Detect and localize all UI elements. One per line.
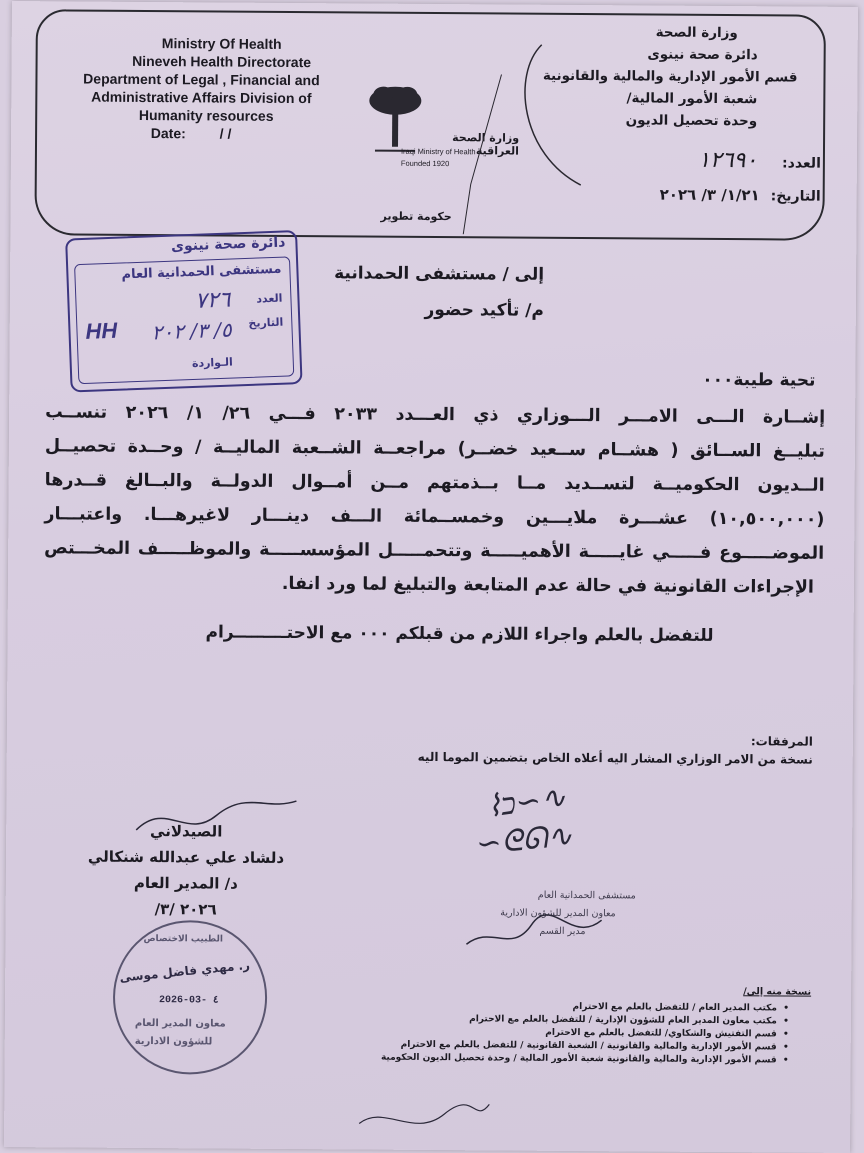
english-date-label: Date: bbox=[150, 125, 186, 142]
recipient-to: إلى / مستشفى الحمدانية bbox=[334, 263, 545, 285]
english-line-1: Ministry Of Health bbox=[161, 35, 282, 52]
round-stamp-name: ر. مهدي فاضل موسى bbox=[118, 957, 251, 985]
arabic-line-2: دائرة صحة نينوى bbox=[647, 46, 758, 64]
greeting: تحية طيبة٠٠٠ bbox=[702, 369, 816, 391]
attachments-text: نسخة من الامر الوزاري المشار اليه أعلاه الخاص بتضمين الموما اليه bbox=[417, 749, 813, 767]
handwritten-note-2: ∽ᘓᘏ∿ bbox=[474, 818, 574, 863]
signatory-title: الصيدلاني bbox=[149, 822, 223, 841]
number-row bbox=[601, 147, 821, 174]
round-stamp-role-2: للشؤون الادارية bbox=[134, 1035, 213, 1048]
stamp-hospital-logo: HH bbox=[85, 317, 118, 344]
cc-item: • قسم الأمور الإدارية والمالية والقانونية شعبة الأمور المالية / وحدة تحصيل الديون الحكومية bbox=[349, 1051, 789, 1067]
bottom-scribble bbox=[354, 1093, 494, 1144]
recipient-subject: م/ تأكيد حضور bbox=[424, 299, 544, 321]
english-date-row bbox=[21, 123, 361, 143]
round-stamp-date: 2026-03- ٤ bbox=[158, 995, 219, 1007]
cc-item: • مكتب المدير العام / للتفضل بالعلم مع الاحترام bbox=[349, 999, 789, 1015]
hospital-note-line-3: مدير القسم bbox=[539, 925, 586, 938]
round-stamp-arc: الطبيب الاختصاص bbox=[143, 934, 224, 945]
stamp-line-2: مستشفى الحمدانية العام bbox=[121, 261, 282, 283]
stamp-date-value: ٥/ ٣/ ٢٠٢ bbox=[151, 317, 232, 345]
cc-item: • قسم الأمور الإدارية والمالية والقانونية / الشعبة القانونية / للتفضل بالعلم مع الاحترام bbox=[349, 1038, 789, 1054]
signatory-name: دلشاد علي عبدالله شنكالي bbox=[87, 847, 285, 867]
english-line-2: Nineveh Health Directorate bbox=[132, 52, 312, 71]
body-line-4: (١٠,٥٠٠,٠٠٠) عشـــرة ملايـــين وخمســمائة الـــف دينـــار لاغيرهـــا. واعتبـــار bbox=[44, 504, 825, 530]
hospital-note-line-2: معاون المدير للشؤون الادارية bbox=[500, 907, 616, 920]
date-row-ar bbox=[581, 185, 821, 205]
arabic-header bbox=[497, 20, 798, 132]
body-line-2: تبليــغ الســائق ( هشــام ســعيد خضــر) مراجعــة الشــعبة الماليــة / وحــدة تحصيــل bbox=[44, 436, 825, 462]
body-line-6: الإجراءات القانونية في حالة عدم المتابعة والتبليغ لما ورد انفا. bbox=[281, 573, 815, 598]
body-line-1: إشــارة الـــى الامـــر الـــوزاري ذي العـــدد ٢٠٣٣ فـــي ٢٦/ ١/ ٢٠٢٦ تنســب bbox=[45, 402, 826, 428]
date-ar-value: ١/٢١/ ٣/ ٢٠٢٦ bbox=[659, 185, 760, 205]
english-line-3: Department of Legal , Financial and bbox=[83, 70, 320, 89]
english-date-value: / / bbox=[219, 125, 232, 142]
handwritten-note-1: ⌇ﬤ∽∿ bbox=[484, 779, 569, 825]
attachments-label: المرفقات: bbox=[750, 734, 813, 749]
stamp-incoming-label: الـواردة bbox=[191, 355, 233, 371]
date-ar-label: التاريخ: bbox=[770, 188, 821, 205]
body-line-3: الــديون الحكوميــة لتســديد مــا بــذمتهم مــن أمــوال الدولــة والبــالغ قــدرها bbox=[44, 470, 825, 496]
english-header bbox=[41, 33, 362, 143]
logo-english-name: Iraqi Ministry of Health bbox=[400, 146, 476, 157]
logo-founded: Founded 1920 bbox=[400, 158, 450, 169]
number-label: العدد: bbox=[782, 155, 821, 172]
arabic-line-3: قسم الأمور الإدارية والمالية والقانونية bbox=[542, 67, 798, 86]
cc-item: • قسم التفتيش والشكاوي/ للتفضل بالعلم مع الاحترام bbox=[349, 1025, 789, 1041]
stamp-inner-frame bbox=[74, 256, 294, 384]
receipt-stamp bbox=[65, 230, 302, 392]
body-line-5: الموضـــــوع فـــــي غايـــــة الأهميـــــة وتتحمـــــل المؤسســـــة والموظـــــف المخـــتص bbox=[44, 538, 825, 564]
number-value: ١٢٦٩٠ bbox=[698, 147, 758, 174]
signature-scribble bbox=[126, 790, 306, 851]
cc-item: • مكتب معاون المدير العام للشؤون الإدارية / للتفضل بالعلم مع الاحترام bbox=[349, 1012, 789, 1028]
hospital-note-signature bbox=[461, 904, 611, 965]
hospital-note-line-1: مستشفى الحمدانية العام bbox=[537, 889, 636, 902]
logo-arabic-name: وزارة الصحة العراقية bbox=[452, 131, 520, 158]
stamp-number-value: ٧٢٦ bbox=[194, 287, 231, 314]
english-line-4: Administrative Affairs Division of bbox=[91, 88, 312, 107]
arabic-line-5: وحدة تحصيل الديون bbox=[625, 112, 758, 130]
cc-list bbox=[349, 999, 789, 1067]
stamp-line-1: دائرة صحة نينوى bbox=[170, 234, 286, 255]
round-stamp-role-1: معاون المدير العام bbox=[134, 1017, 226, 1030]
closing-line: للتفضل بالعلم واجراء اللازم من قبلكم ٠٠٠ مع الاحتـــــــــرام bbox=[205, 622, 714, 646]
stamp-number-label: العدد bbox=[256, 291, 283, 306]
stamp-date-label: التاريخ bbox=[248, 315, 284, 330]
signatory-date: ٢٠٢٦ /٣/ bbox=[154, 900, 217, 919]
english-line-5: Humanity resources bbox=[138, 106, 274, 124]
signatory-position: د/ المدير العام bbox=[133, 873, 238, 893]
document-page bbox=[4, 1, 858, 1153]
round-stamp bbox=[113, 920, 268, 1075]
gov-slogan: حكومة تطوير bbox=[380, 209, 452, 224]
cc-label: نسخة منه إلى/ bbox=[743, 986, 812, 998]
arabic-line-1: وزارة الصحة bbox=[655, 24, 738, 42]
arabic-line-4: شعبة الأمور المالية/ bbox=[626, 90, 758, 108]
